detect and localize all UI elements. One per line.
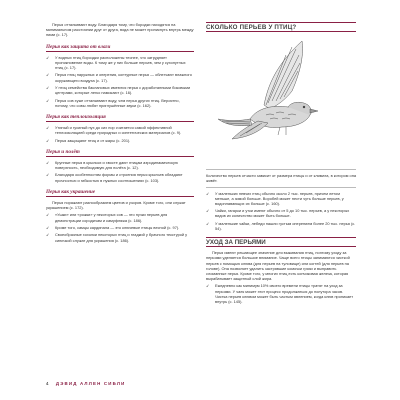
list-item: ➹ Кроме того, самцы кардинала — это ключевые птицы весной (с. 97). [46, 224, 180, 230]
section-heading: Перья как теплоизоляция [46, 114, 194, 122]
bird-illustration [206, 35, 356, 163]
section-heading: Перья и полёт [46, 149, 194, 157]
bird-bullet-icon: ➹ [206, 208, 210, 214]
bird-bullet-icon: ➹ [46, 125, 50, 130]
left-column [46, 22, 194, 245]
bird-bullet-icon: ➹ [46, 85, 50, 90]
bird-bullet-icon: ➹ [46, 72, 50, 78]
list-item: ➹ У водных птиц бороздки расположены теснее, что затрудняет проникновение воды. К тому же у них больше перьев, чем у сухопутных птиц (с. 17). [46, 54, 186, 71]
bird-bullet-icon: ➹ [206, 220, 210, 226]
list-item: ➹ Чайки, гагарки и утки имеют обычно от 5 до 10 тыс. перьев, а у некоторых видов их количество может быть больше. [206, 208, 350, 219]
list-item: ➹ Перья птиц наружных и оперения, контурные перья — облегчают влажного окружающего воздуха (с. 17). [46, 72, 192, 83]
list-item: ➹ «Ушки» или «рожки» у некоторых сов — это пучки перьев для демонстрации сородичам и камуфляжа (с. 186). [46, 212, 168, 223]
bird-bullet-icon: ➹ [46, 224, 50, 230]
divider [206, 169, 356, 170]
bird-bullet-icon: ➹ [46, 212, 50, 218]
list-item: ➹ Ежедневно как минимум 10% своего времени птицы тратят на уход за перьями. У чаек может этот процесс продолжаться до полутора часов. Чистка перьев клювом может быть частым явлением, когда клюв проникает внутрь (с. 145). [206, 283, 353, 305]
section-insulation [46, 114, 194, 143]
page-footer [46, 381, 126, 386]
section-flight [46, 149, 194, 183]
list-item: ➹ Перья защищают птиц и от жары (с. 201). [46, 137, 131, 143]
divider [206, 187, 356, 188]
bird-bullet-icon: ➹ [46, 159, 50, 165]
intro-paragraph: Перья отталкивают воду. Благодаря тому, что бородки находятся на минимальном расстоянии друг от друга, вода не может проникнуть внутрь между ними (с. 17). [46, 22, 194, 38]
paragraph: Перья имеют решающее значение для выживания птиц, поэтому уходу за перьями уделяется большое внимание. Чаще всего птицы занимаются чисткой перьев с помощью клюва (для перьев на туловище) или когтей (для перьев на голове). Она позволяет удалить застрявшие комочки грязи и выправить сломанные перья. Кроме того, у многих птиц есть копчиковая железа, которая вырабатывает защитный слой жира. [206, 250, 350, 282]
bird-bullet-icon: ➹ [206, 283, 210, 289]
list-item: ➹ У маленьких певчих птиц обычно около 2 тыс. перьев, причем летом меньше, а зимой больше. Воробей может нести чуть больше перьев, у водоплавающих их больше (с. 160). [206, 190, 344, 207]
section-decoration [46, 189, 194, 243]
list-item: ➹ Крупные перья в крыльях и хвосте дают птицам аэродинамическую поверхность, необходимую для полёта (с. 12). [46, 159, 178, 170]
section-heading: Перья как украшение [46, 189, 194, 197]
bird-bullet-icon: ➹ [46, 97, 50, 103]
caption: Количество перьев отчасти зависит от размера птицы и от климата, в котором она живёт. [206, 173, 357, 184]
paragraph: Перья поражают разнообразием цветов и узоров. Кроме того, они служат украшением (с. 172). [46, 199, 186, 210]
bird-bullet-icon: ➹ [46, 172, 50, 178]
bird-bullet-icon: ➹ [46, 232, 50, 238]
list-item: ➹ Благодаря особенностям формы и строения перья крыльев обладают прочностью и гибкостью в нужных соотношениях (с. 103). [46, 172, 183, 183]
right-column [206, 22, 356, 306]
list-item: ➹ Своеобразные хохолки некоторых птиц и гладкий у брачного текстурой у синичкой служат для украшения (с. 186). [46, 232, 188, 243]
page-number: 4 [46, 381, 49, 386]
bird-bullet-icon: ➹ [46, 137, 50, 143]
section-heading-care: УХОД ЗА ПЕРЬЯМИ [206, 237, 356, 247]
list-item: ➹ У птиц семейства баклановых имеются перья с доработанными боковыми центрами, которые легко намокают (с. 16). [46, 85, 191, 96]
bird-bullet-icon: ➹ [46, 54, 50, 60]
section-water [46, 44, 194, 108]
sidebar-heading: СКОЛЬКО ПЕРЬЕВ У ПТИЦ? [206, 22, 356, 32]
bird-bullet-icon: ➹ [206, 190, 210, 196]
list-item: ➹ У маленькие чайки, лебеди нашли густым оперением более 20 тыс. перья (с. 54). [206, 220, 356, 231]
list-item: ➹ Перья сов хуже отталкивают воду, чем перья других птиц. Вероятно, потому, что совы любят приглушённые звуки (с. 162). [46, 97, 180, 108]
section-heading: Перья как защита от влаги [46, 44, 194, 52]
bird-in-flight-drawing [206, 35, 356, 163]
author-name: ДЭВИД АЛЛЕН СИБЛИ [55, 381, 126, 386]
list-item: ➹ Утиный и гусиный пух до сих пор считается самой эффективной теплоизоляцией среди природных и синтетических материалов (с. 9). [46, 125, 182, 136]
